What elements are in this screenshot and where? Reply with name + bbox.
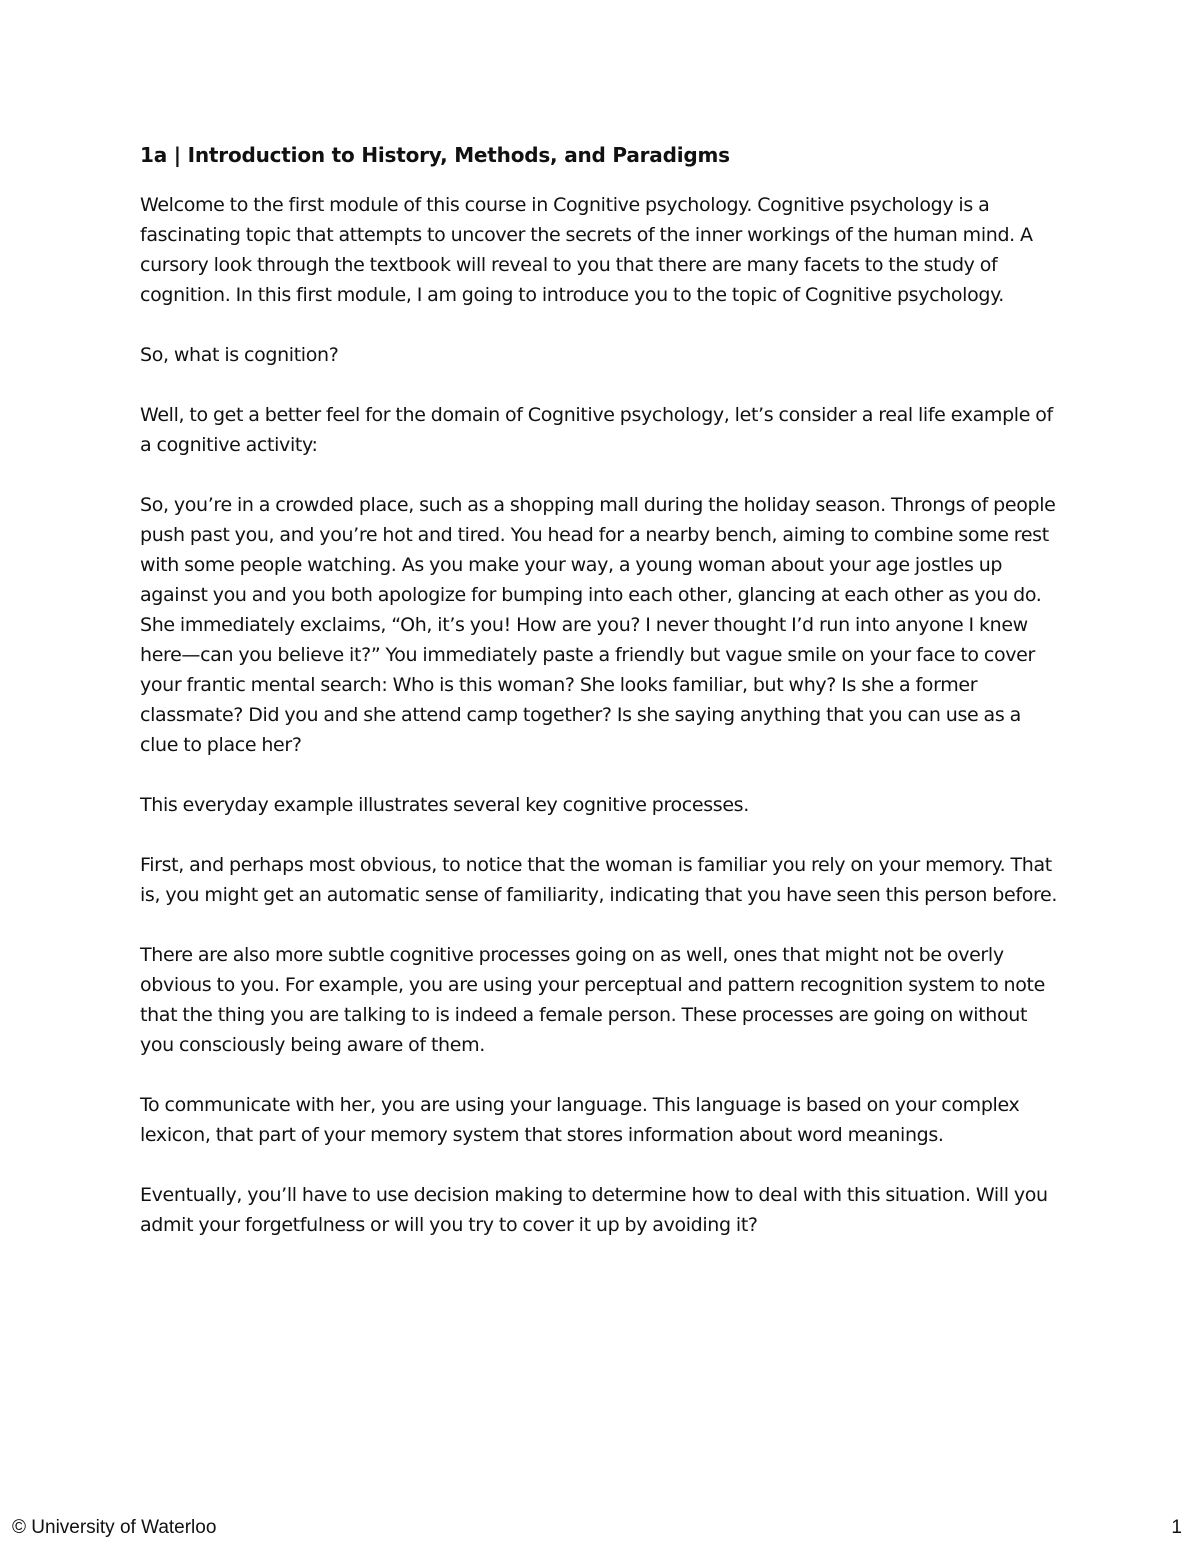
paragraph-memory: First, and perhaps most obvious, to notice that the woman is familiar you rely on your memory. That is, you might get an automatic sense of familiarity, indicating that you have seen this person before. [140,854,1058,906]
paragraph-example-lead: Well, to get a better feel for the domain of Cognitive psychology, let’s consider a real life example of a cognitive activity: [140,404,1053,456]
document-body [140,140,1060,1270]
footer-page-number: 1 [1171,1517,1182,1538]
paragraph-intro: Welcome to the first module of this course in Cognitive psychology. Cognitive psychology is a fascinating topic that attempts to uncover the secrets of the inner workings of the human mind. A cursory look through the textbook will reveal to you that there are many facets to the study of cognition. In this first module, I am going to introduce you to the topic of Cognitive psychology. [140,194,1033,306]
document-title: 1a | Introduction to History, Methods, and Paradigms [140,143,730,167]
paragraph-perception: There are also more subtle cognitive processes going on as well, ones that might not be overly obvious to you. For example, you are using your perceptual and pattern recognition system to note that the thing you are talking to is indeed a female person. These processes are going on without you consciously being aware of them. [140,944,1045,1056]
paragraph-key-processes: This everyday example illustrates several key cognitive processes. [140,794,749,816]
paragraph-decision-making: Eventually, you’ll have to use decision making to determine how to deal with this situation. Will you admit your forgetfulness or will you try to cover it up by avoiding it? [140,1184,1048,1236]
paragraph-question: So, what is cognition? [140,344,339,366]
paragraph-example-story: So, you’re in a crowded place, such as a shopping mall during the holiday season. Throngs of people push past you, and you’re hot and tired. You head for a nearby bench, aiming to combine some rest with some people watching. As you make your way, a young woman about your age jostles up against you and you both apologize for bumping into each other, glancing at each other as you do. She immediately exclaims, “Oh, it’s you! How are you? I never thought I’d run into anyone I knew here—can you believe it?” You immediately paste a friendly but vague smile on your face to cover your frantic mental search: Who is this woman? She looks familiar, but why? Is she a former classmate? Did you and she attend camp together? Is she saying anything that you can use as a clue to place her? [140,494,1056,756]
footer-copyright: © University of Waterloo [12,1517,217,1538]
paragraph-language: To communicate with her, you are using your language. This language is based on your complex lexicon, that part of your memory system that stores information about word meanings. [140,1094,1020,1146]
